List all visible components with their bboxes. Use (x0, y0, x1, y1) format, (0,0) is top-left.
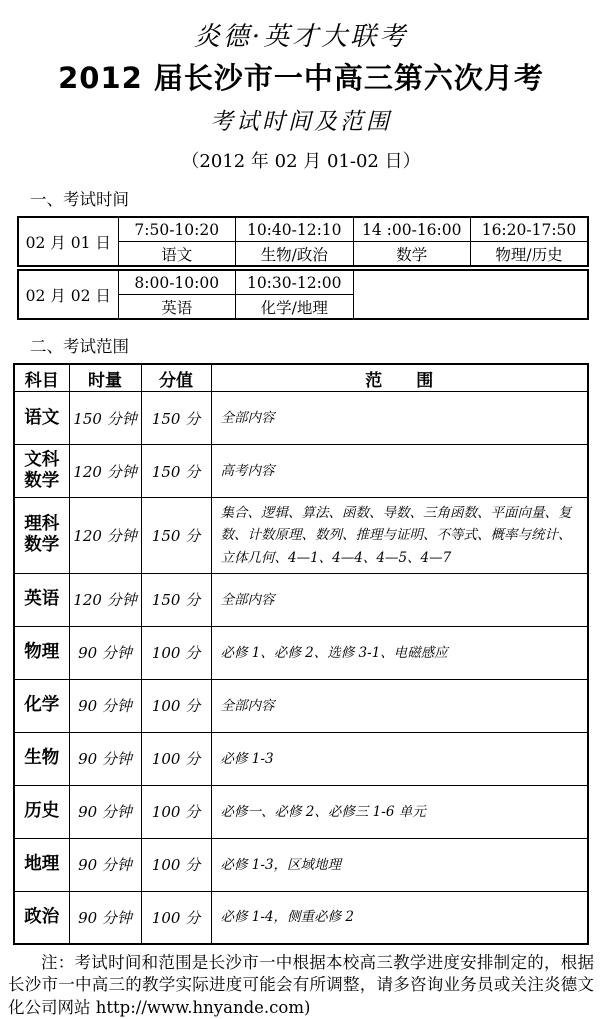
subject-name: 物理 (14, 626, 69, 679)
brand-title: 炎德·英才大联考 (193, 22, 409, 52)
schedule-empty-cell (353, 270, 588, 319)
subject-scope: 全部内容 (211, 679, 588, 732)
subject-duration: 90 分钟 (69, 679, 141, 732)
footnote (8, 952, 594, 1018)
subject-duration: 150 分钟 (69, 392, 141, 445)
schedule-date: 02 月 01 日 (18, 217, 118, 266)
subject-duration: 120 分钟 (69, 498, 141, 574)
column-header-score: 分值 (141, 364, 211, 392)
schedule-subject: 化学/地理 (236, 295, 354, 320)
footnote-text: 注：考试时间和范围是长沙市一中根据本校高三教学进度安排制定的，根据长沙市一中高三的教学实际进度可能会有所调整，请多咨询业务员或关注炎德文化公司网站 (8, 953, 594, 1017)
schedule-subject: 英语 (118, 295, 236, 320)
subject-duration: 120 分钟 (69, 573, 141, 626)
subject-duration: 120 分钟 (69, 445, 141, 498)
table-row (14, 445, 588, 498)
page-subtitle: 考试时间及范围 (210, 109, 392, 135)
subject-scope: 必修 1、必修 2、选修 3-1、电磁感应 (211, 626, 588, 679)
table-row (14, 838, 588, 891)
scope-table (13, 363, 589, 945)
subject-score: 150 分 (141, 392, 211, 445)
subject-name: 理科数学 (14, 498, 69, 574)
subject-name: 语文 (14, 392, 69, 445)
subject-score: 100 分 (141, 785, 211, 838)
subject-name: 化学 (14, 679, 69, 732)
subject-score: 100 分 (141, 626, 211, 679)
subject-score: 100 分 (141, 679, 211, 732)
schedule-time: 7:50-10:20 (118, 217, 236, 242)
table-row (14, 785, 588, 838)
subject-scope: 必修 1-3，区域地理 (211, 838, 588, 891)
schedule-time: 14 :00-16:00 (353, 217, 471, 242)
page-title: 2012 届长沙市一中高三第六次月考 (58, 61, 544, 95)
subject-scope: 集合、逻辑、算法、函数、导数、三角函数、平面向量、复数、计数原理、数列、推理与证明、不等式、概率与统计、立体几何、4—1、4—4、4—5、4—7 (211, 498, 588, 574)
schedule-date: 02 月 02 日 (18, 270, 118, 319)
schedule-subject: 语文 (118, 242, 236, 267)
schedule-time: 8:00-10:00 (118, 270, 236, 295)
table-row (14, 891, 588, 944)
subject-duration: 90 分钟 (69, 732, 141, 785)
table-row (14, 392, 588, 445)
section-label-exam-scope: 二、考试范围 (30, 337, 129, 356)
table-row (14, 732, 588, 785)
schedule-time: 16:20-17:50 (471, 217, 589, 242)
subject-scope: 全部内容 (211, 392, 588, 445)
subject-score: 150 分 (141, 573, 211, 626)
column-header-subject: 科目 (14, 364, 69, 392)
table-row (14, 679, 588, 732)
subject-duration: 90 分钟 (69, 626, 141, 679)
table-row (14, 626, 588, 679)
table-row (18, 270, 588, 295)
table-header-row (14, 364, 588, 392)
table-row (14, 573, 588, 626)
schedule-table-day1 (17, 216, 589, 267)
subject-duration: 90 分钟 (69, 891, 141, 944)
subject-name: 政治 (14, 891, 69, 944)
subject-name: 历史 (14, 785, 69, 838)
subject-score: 100 分 (141, 838, 211, 891)
subject-scope: 必修一、必修 2、必修三 1-6 单元 (211, 785, 588, 838)
subject-score: 100 分 (141, 891, 211, 944)
subject-name: 地理 (14, 838, 69, 891)
exam-date-range: （2012 年 02 月 01-02 日） (181, 151, 421, 172)
schedule-table-day2 (17, 269, 589, 320)
subject-duration: 90 分钟 (69, 838, 141, 891)
subject-duration: 90 分钟 (69, 785, 141, 838)
subject-scope: 必修 1-3 (211, 732, 588, 785)
schedule-time: 10:30-12:00 (236, 270, 354, 295)
subject-score: 150 分 (141, 498, 211, 574)
footnote-url: http://www.hnyande.com) (95, 997, 311, 1017)
subject-name: 英语 (14, 573, 69, 626)
table-row (18, 217, 588, 242)
column-header-duration: 时量 (69, 364, 141, 392)
column-header-scope: 范 围 (211, 364, 588, 392)
subject-name: 生物 (14, 732, 69, 785)
schedule-subject: 物理/历史 (471, 242, 589, 267)
subject-scope: 全部内容 (211, 573, 588, 626)
section-label-exam-time: 一、考试时间 (30, 190, 129, 209)
subject-score: 100 分 (141, 732, 211, 785)
schedule-subject: 生物/政治 (236, 242, 354, 267)
subject-scope: 高考内容 (211, 445, 588, 498)
subject-score: 150 分 (141, 445, 211, 498)
table-row (14, 498, 588, 574)
subject-name: 文科数学 (14, 445, 69, 498)
schedule-subject: 数学 (353, 242, 471, 267)
subject-scope: 必修 1-4，侧重必修 2 (211, 891, 588, 944)
schedule-time: 10:40-12:10 (236, 217, 354, 242)
